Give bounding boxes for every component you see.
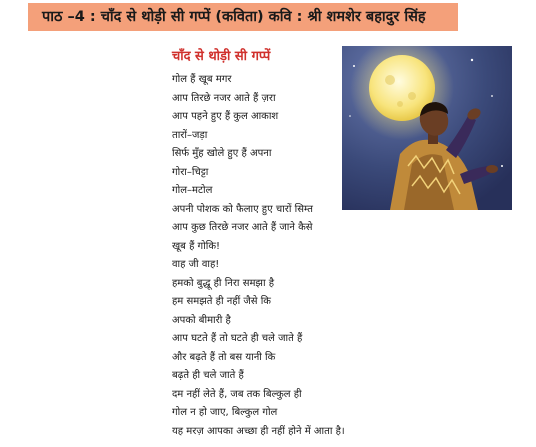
poem-title: चाँद से थोड़ी सी गप्पें <box>172 49 271 64</box>
poem-line: आप घटते हैं तो घटते ही चले जाते हैं <box>172 333 303 344</box>
poem-line: हमको बुद्धू ही निरा समझा है <box>172 277 275 289</box>
poem-line: और बढ़ते हैं तो बस यानी कि <box>172 351 276 363</box>
poem-line: गोरा–चिट्टा <box>172 166 209 178</box>
poem-line: आप तिरछे नजर आते हैं ज़रा <box>172 92 276 104</box>
poem-line: गोल–मटोल <box>172 185 213 196</box>
lesson-header-text: पाठ –4 : चाँद से थोड़ी सी गप्पें (कविता) कवि : श्री शमशेर बहादुर सिंह <box>42 9 426 25</box>
lesson-header <box>28 3 458 31</box>
poem-line: गोल न हो जाए, बिल्कुल गोल <box>172 407 278 418</box>
illustration-svg <box>342 46 512 210</box>
poem-line: खूब हैं गोकि! <box>172 240 221 252</box>
poem-line: अपनी पोशक को फैलाए हुए चारों सिम्त <box>172 203 313 215</box>
poem-line: यह मरज़ आपका अच्छा ही नहीं होने में आता है। <box>172 425 345 437</box>
poem-line: तारों–जड़ा <box>172 129 208 141</box>
poem-line: आप पहने हुए हैं कुल आकाश <box>172 111 279 122</box>
poem-line: बढ़ते ही चले जाते हैं <box>172 370 244 381</box>
poem-line: आप कुछ तिरछे नजर आते हैं जाने कैसे <box>172 222 313 233</box>
poem-line: वाह जी वाह! <box>172 259 220 270</box>
poem-line: अपको बीमारी है <box>172 314 231 326</box>
poem-line: गोल हैं खूब मगर <box>172 74 232 85</box>
boy-reaching-moon-illustration <box>342 46 512 210</box>
poem-line: हम समझते ही नहीं जैसे कि <box>172 296 271 307</box>
poem-line: सिर्फ मुँह खोले हुए हैं अपना <box>172 148 272 159</box>
poem-line: दम नहीं लेते हैं, जब तक बिल्कुल ही <box>172 388 302 400</box>
